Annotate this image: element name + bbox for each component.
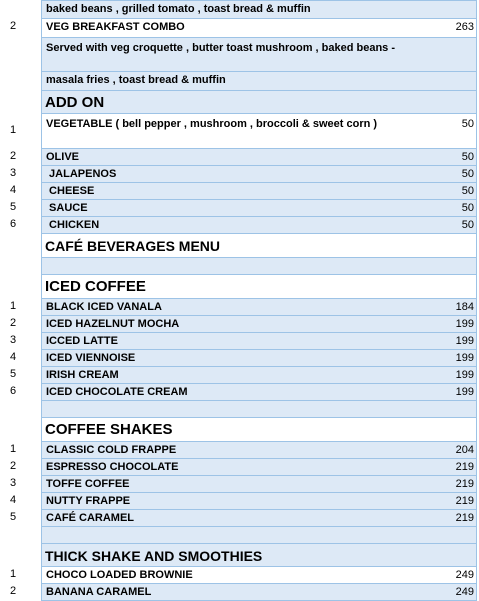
menu-item-row xyxy=(0,583,479,600)
menu-cell xyxy=(41,583,477,601)
item-price: 263 xyxy=(455,21,474,33)
item-number: 1 xyxy=(10,568,17,580)
menu-cell xyxy=(41,71,477,91)
section-heading-row xyxy=(0,543,479,566)
item-price: 184 xyxy=(455,301,474,313)
item-price: 199 xyxy=(455,352,474,364)
menu-cell xyxy=(41,400,477,418)
item-price: 50 xyxy=(461,151,474,163)
menu-item-row xyxy=(0,165,479,182)
item-price: 219 xyxy=(455,478,474,490)
item-number: 4 xyxy=(10,351,17,363)
menu-cell xyxy=(41,458,477,476)
item-number: 2 xyxy=(10,317,17,329)
item-number: 6 xyxy=(10,218,17,230)
menu-cell xyxy=(41,199,477,217)
item-price: 50 xyxy=(461,168,474,180)
item-number: 3 xyxy=(10,477,17,489)
item-price: 50 xyxy=(461,118,474,130)
section-title: COFFEE SHAKES xyxy=(45,421,173,438)
menu-cell xyxy=(41,526,477,544)
item-number: 4 xyxy=(10,184,17,196)
menu-row xyxy=(0,257,479,274)
menu-cell xyxy=(41,366,477,384)
menu-item-row xyxy=(0,475,479,492)
menu-item-row xyxy=(0,349,479,366)
item-price: 249 xyxy=(455,586,474,598)
item-name: ICED HAZELNUT MOCHA xyxy=(46,318,180,330)
item-name: BANANA CARAMEL xyxy=(46,586,152,598)
item-number: 1 xyxy=(10,124,17,136)
item-price: 219 xyxy=(455,512,474,524)
menu-cell xyxy=(41,492,477,510)
menu-row xyxy=(0,400,479,417)
item-number: 5 xyxy=(10,201,17,213)
menu-cell xyxy=(41,566,477,584)
menu-item-row xyxy=(0,366,479,383)
item-price: 249 xyxy=(455,569,474,581)
item-number: 1 xyxy=(10,443,17,455)
menu-cell xyxy=(41,165,477,183)
item-name: CHICKEN xyxy=(46,219,100,231)
item-price: 199 xyxy=(455,386,474,398)
item-price: 219 xyxy=(455,461,474,473)
item-name: NUTTY FRAPPE xyxy=(46,495,131,507)
menu-cell xyxy=(41,315,477,333)
menu-item-row xyxy=(0,383,479,400)
menu-cell xyxy=(41,37,477,72)
section-title: CAFÉ BEVERAGES MENU xyxy=(45,238,221,254)
menu-cell xyxy=(41,441,477,459)
item-number: 5 xyxy=(10,511,17,523)
menu-item-row xyxy=(0,182,479,199)
section-heading-row xyxy=(0,417,479,441)
item-name: ICED CHOCOLATE CREAM xyxy=(46,386,188,398)
menu-cell xyxy=(41,298,477,316)
menu-cell xyxy=(41,182,477,200)
menu-cell xyxy=(41,274,477,299)
item-number: 2 xyxy=(10,20,17,32)
item-name: ESPRESSO CHOCOLATE xyxy=(46,461,179,473)
item-name: BLACK ICED VANALA xyxy=(46,301,162,313)
menu-cell xyxy=(41,543,477,567)
item-name: VEG BREAKFAST COMBO xyxy=(46,21,185,33)
menu-item-row xyxy=(0,148,479,165)
menu-cell xyxy=(41,233,477,258)
item-name: CAFÉ CARAMEL xyxy=(46,512,134,524)
item-price: 199 xyxy=(455,369,474,381)
menu-cell xyxy=(41,0,477,19)
item-number: 3 xyxy=(10,167,17,179)
item-name: IRISH CREAM xyxy=(46,369,119,381)
menu-cell xyxy=(41,509,477,527)
item-price: 50 xyxy=(461,185,474,197)
item-number: 2 xyxy=(10,150,17,162)
menu-item-row xyxy=(0,113,479,148)
item-price: 204 xyxy=(455,444,474,456)
item-name: TOFFE COFFEE xyxy=(46,478,130,490)
item-price: 219 xyxy=(455,495,474,507)
menu-item-row xyxy=(0,199,479,216)
item-name: SAUCE xyxy=(46,202,88,214)
menu-cell xyxy=(41,216,477,234)
menu-item-row xyxy=(0,492,479,509)
item-number: 5 xyxy=(10,368,17,380)
menu-row xyxy=(0,526,479,543)
menu-item-row xyxy=(0,332,479,349)
menu-cell xyxy=(41,332,477,350)
item-price: 199 xyxy=(455,318,474,330)
item-name: VEGETABLE ( bell pepper , mushroom , broccoli & sweet corn ) xyxy=(46,118,378,130)
item-number: 2 xyxy=(10,585,17,597)
item-name: OLIVE xyxy=(46,151,80,163)
menu-item-row xyxy=(0,566,479,583)
item-name: ICED VIENNOISE xyxy=(46,352,136,364)
item-number: 2 xyxy=(10,460,17,472)
menu-item-row xyxy=(0,315,479,332)
item-name: JALAPENOS xyxy=(46,168,117,180)
menu-item-row xyxy=(0,509,479,526)
menu-cell xyxy=(41,349,477,367)
menu-cell xyxy=(41,417,477,442)
menu-item-row xyxy=(0,458,479,475)
menu-cell xyxy=(41,18,477,38)
item-name: ICCED LATTE xyxy=(46,335,118,347)
menu-cell xyxy=(41,475,477,493)
item-description: Served with veg croquette , butter toast mushroom , baked beans - xyxy=(46,42,396,54)
menu-cell xyxy=(41,113,477,149)
item-description: masala fries , toast bread & muffin xyxy=(46,74,226,86)
menu-item-row xyxy=(0,441,479,458)
item-price: 50 xyxy=(461,219,474,231)
item-number: 4 xyxy=(10,494,17,506)
item-description: baked beans , grilled tomato , toast bread & muffin xyxy=(46,3,311,15)
item-number: 3 xyxy=(10,334,17,346)
item-number: 6 xyxy=(10,385,17,397)
section-heading-row xyxy=(0,274,479,298)
menu-cell xyxy=(41,148,477,166)
menu-row xyxy=(0,0,479,18)
item-price: 50 xyxy=(461,202,474,214)
section-title: THICK SHAKE AND SMOOTHIES xyxy=(45,548,263,564)
item-price: 199 xyxy=(455,335,474,347)
section-heading-row xyxy=(0,233,479,257)
menu-item-row xyxy=(0,216,479,233)
section-heading-row xyxy=(0,90,479,113)
menu-item-row xyxy=(0,18,479,37)
menu-row xyxy=(0,37,479,71)
section-title: ICED COFFEE xyxy=(45,278,146,295)
item-name: CLASSIC COLD FRAPPE xyxy=(46,444,177,456)
item-name: CHEESE xyxy=(46,185,95,197)
menu-item-row xyxy=(0,298,479,315)
menu-cell xyxy=(41,257,477,275)
item-number: 1 xyxy=(10,300,17,312)
item-name: CHOCO LOADED BROWNIE xyxy=(46,569,193,581)
menu-cell xyxy=(41,90,477,114)
section-title: ADD ON xyxy=(45,94,105,111)
menu-cell xyxy=(41,383,477,401)
menu-row xyxy=(0,71,479,90)
